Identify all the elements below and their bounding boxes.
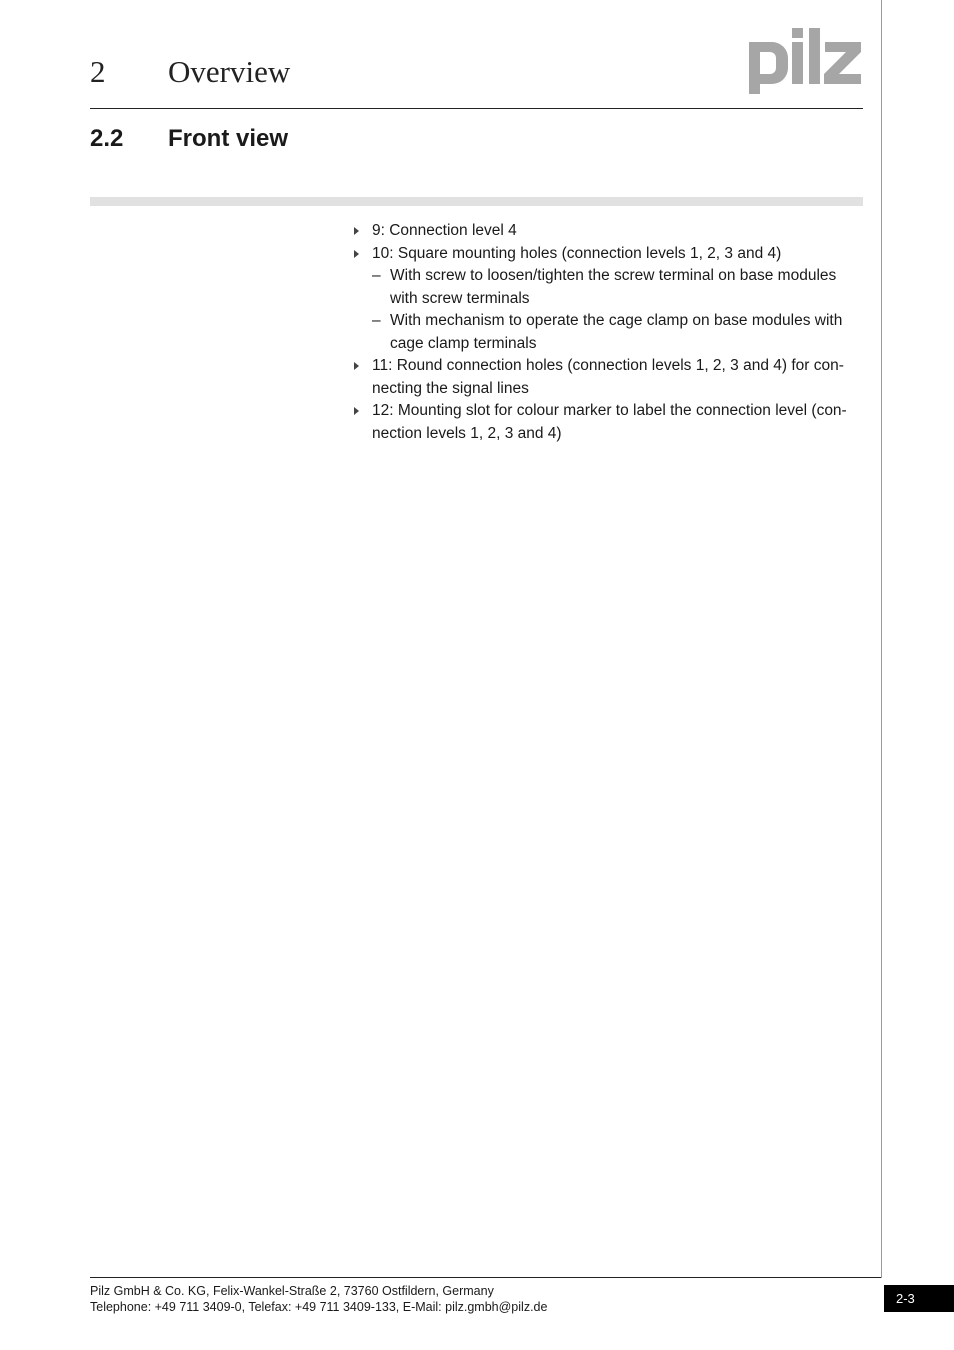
footer-address: Pilz GmbH & Co. KG, Felix-Wankel-Straße 2, 73760 Ostfildern, Germany [90, 1284, 494, 1298]
chapter-title: Overview [168, 54, 291, 89]
sub-list-item [352, 265, 864, 310]
page-number: 2-3 [884, 1285, 954, 1312]
triangle-bullet-icon [354, 227, 359, 235]
section-divider-bar [90, 197, 863, 206]
section-title: Front view [168, 125, 289, 152]
list-item-line: 11: Round connection holes (connection levels 1, 2, 3 and 4) for con- [372, 357, 844, 374]
list-item [352, 220, 864, 243]
list-item-line: necting the signal lines [372, 379, 529, 397]
list-item-text: 10: Square mounting holes (connection levels 1, 2, 3 and 4) [372, 244, 782, 262]
header-rule [90, 108, 863, 109]
chapter-number: 2 [90, 54, 106, 89]
bullet-list [352, 220, 864, 445]
triangle-bullet-icon [354, 250, 359, 258]
sub-list-item-line: With mechanism to operate the cage clamp on base modules with [390, 312, 843, 329]
list-item-text: 9: Connection level 4 [372, 222, 517, 239]
sub-list-item-line: cage clamp terminals [390, 334, 537, 352]
dash-bullet: – [372, 312, 381, 329]
right-margin-rule [881, 0, 882, 1278]
pilz-logo [747, 26, 865, 96]
footer-rule [90, 1277, 881, 1278]
list-item-line: 12: Mounting slot for colour marker to label the connection level (con- [372, 402, 847, 419]
list-item [352, 400, 864, 445]
triangle-bullet-icon [354, 362, 359, 370]
section-number: 2.2 [90, 125, 124, 152]
list-item-line: nection levels 1, 2, 3 and 4) [372, 424, 562, 442]
sub-list-item-line: with screw terminals [390, 289, 530, 307]
sub-list-item-line: With screw to loosen/tighten the screw terminal on base modules [390, 267, 837, 284]
triangle-bullet-icon [354, 407, 359, 415]
list-item [352, 355, 864, 400]
list-item [352, 243, 864, 266]
footer-contact: Telephone: +49 711 3409-0, Telefax: +49 711 3409-133, E-Mail: pilz.gmbh@pilz.de [90, 1300, 548, 1314]
sub-list-item [352, 310, 864, 355]
dash-bullet: – [372, 267, 381, 284]
